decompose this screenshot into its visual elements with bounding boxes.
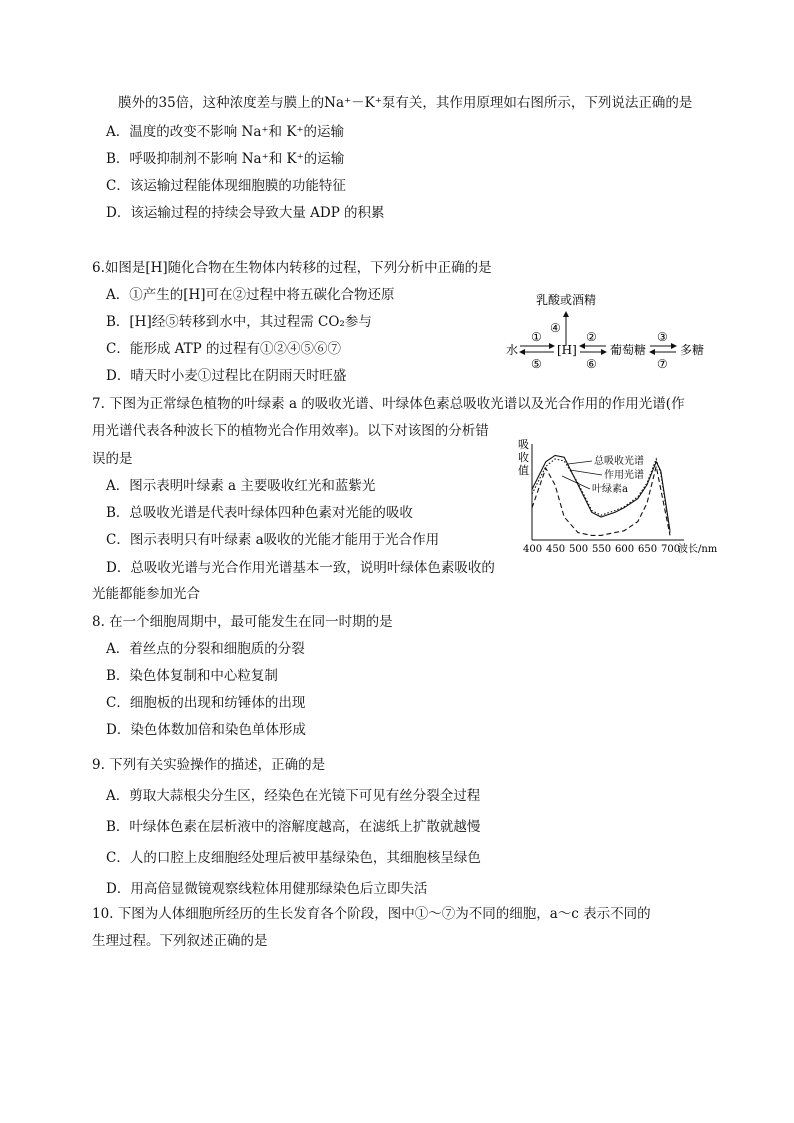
series-line-1 <box>532 459 670 533</box>
q7-stem-line3: 误的是 <box>92 451 133 467</box>
q7-stem-line2: 用光谱代表各种波长下的植物光合作用效率)。以下对该图的分析错 <box>92 423 489 439</box>
diagram-top-label: 乳酸或酒精 <box>536 293 597 307</box>
q5-stem: 膜外的35倍，这种浓度差与膜上的Na⁺－K⁺泵有关，其作用原理如右图所示，下列说法正确的是 <box>118 95 693 111</box>
x-tick-label: 650 <box>638 544 658 555</box>
absorption-spectrum-chart <box>512 434 724 558</box>
diagram-polysaccharide: 多糖 <box>680 343 705 357</box>
q6-stem: 6.如图是[H]随化合物在生物体内转移的过程，下列分析中正确的是 <box>92 260 492 276</box>
chart-xlabel: 波长/nm <box>678 544 718 555</box>
q5-option-b: B．呼吸抑制剂不影响 Na⁺和 K⁺的运输 <box>106 151 345 167</box>
q7-option-d-line1: D．总吸收光谱与光合作用光谱基本一致，说明叶绿体色素吸收的 <box>106 560 495 576</box>
q9-option-a: A．剪取大蒜根尖分生区，经染色在光镜下可见有丝分裂全过程 <box>106 788 481 804</box>
q5-option-d: D．该运输过程的持续会导致大量 ADP 的积累 <box>106 205 385 221</box>
diagram-glucose: 葡萄糖 <box>610 343 647 357</box>
q7-option-c: C．图示表明只有叶绿素 a吸收的光能才能用于光合作用 <box>106 532 440 548</box>
chart-ylabel-3: 值 <box>518 464 529 477</box>
diagram-num-1: ① <box>531 330 542 344</box>
q8-stem: 8. 在一个细胞周期中，最可能发生在同一时期的是 <box>92 614 393 630</box>
q8-option-a: A．着丝点的分裂和细胞质的分裂 <box>106 641 305 657</box>
x-tick-label: 550 <box>592 544 612 555</box>
q7-option-a: A．图示表明叶绿素 a 主要吸收红光和蓝紫光 <box>106 478 376 494</box>
diagram-num-6: ⑥ <box>586 357 597 371</box>
diagram-h: [H] <box>557 343 577 357</box>
x-tick-label: 400 <box>523 544 543 555</box>
q7-option-d-line2: 光能都能参加光合 <box>92 586 200 602</box>
x-tick-label: 500 <box>569 544 589 555</box>
x-tick-label: 600 <box>615 544 635 555</box>
diagram-water: 水 <box>506 343 519 357</box>
legend-chla: 叶绿素a <box>592 484 628 495</box>
q9-option-b: B．叶绿体色素在层析液中的溶解度越高，在滤纸上扩散就越慢 <box>106 819 481 835</box>
legend-chla-pointer <box>562 476 590 489</box>
diagram-num-5: ⑤ <box>531 357 542 371</box>
x-tick-label: 450 <box>546 544 566 555</box>
chart-ylabel-2: 收 <box>518 451 529 464</box>
diagram-num-7: ⑦ <box>657 357 668 371</box>
legend-action-pointer <box>570 470 602 475</box>
q9-option-d: D．用高倍显微镜观察线粒体用健那绿染色后立即失活 <box>106 881 428 897</box>
q7-option-b: B．总吸收光谱是代表叶绿体四种色素对光能的吸收 <box>106 505 413 521</box>
q9-stem: 9. 下列有关实验操作的描述，正确的是 <box>92 757 326 773</box>
diagram-num-4: ④ <box>550 321 561 335</box>
q6-option-a: A．①产生的[H]可在②过程中将五碳化合物还原 <box>106 287 395 303</box>
q9-option-c: C．人的口腔上皮细胞经处理后被甲基绿染色，其细胞核呈绿色 <box>106 850 481 866</box>
diagram-num-2: ② <box>586 330 597 344</box>
q5-option-a: A．温度的改变不影响 Na⁺和 K⁺的运输 <box>106 124 345 140</box>
hydrogen-transfer-diagram <box>500 288 720 378</box>
q6-option-b: B．[H]经⑤转移到水中，其过程需 CO₂参与 <box>106 314 372 330</box>
legend-total: 总吸收光谱 <box>594 456 644 467</box>
q8-option-d: D．染色体数加倍和染色单体形成 <box>106 722 306 738</box>
x-tick-label: 700 <box>661 544 681 555</box>
legend-action: 作用光谱 <box>604 470 644 481</box>
legend-total-pointer <box>568 461 592 464</box>
q7-stem-line1: 7. 下图为正常绿色植物的叶绿素 a 的吸收光谱、叶绿体色素总吸收光谱以及光合作用的作用光谱(作 <box>92 396 685 412</box>
q6-option-d: D．晴天时小麦①过程比在阴雨天时旺盛 <box>106 368 347 384</box>
q5-option-c: C．该运输过程能体现细胞膜的功能特征 <box>106 178 346 194</box>
q8-option-b: B．染色体复制和中心粒复制 <box>106 668 278 684</box>
q8-option-c: C．细胞板的出现和纺锤体的出现 <box>106 695 306 711</box>
q10-stem-line1: 10. 下图为人体细胞所经历的生长发育各个阶段，图中①～⑦为不同的细胞，a～c 表示不同的 <box>92 906 651 922</box>
diagram-num-3: ③ <box>657 330 668 344</box>
q6-option-c: C．能形成 ATP 的过程有①②④⑤⑥⑦ <box>106 341 342 357</box>
q10-stem-line2: 生理过程。下列叙述正确的是 <box>92 933 268 949</box>
chart-ylabel-1: 吸 <box>518 438 529 451</box>
series-line-2 <box>532 466 670 535</box>
